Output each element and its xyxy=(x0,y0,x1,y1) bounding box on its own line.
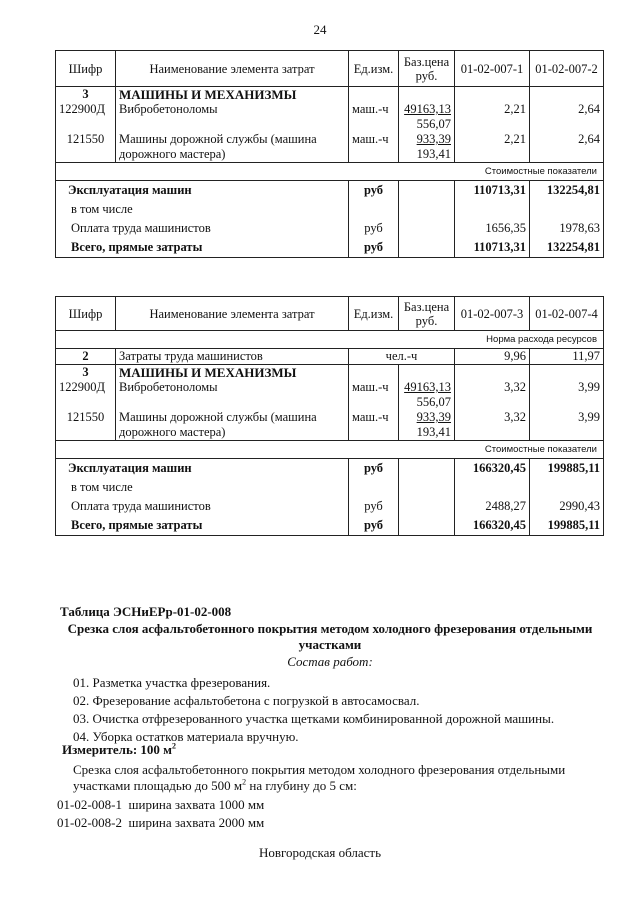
item-price: 933,39 193,41 xyxy=(399,410,455,441)
work-description: Срезка слоя асфальтобетонного покрытия методом холодного фрезерования отдельными участками площадью до 500 $м^2$ на глубину до 5 см: xyxy=(73,762,566,793)
table-title: Таблица ЭСНиЕРр-01-02-008 xyxy=(60,604,232,619)
item-code: 122900Д xyxy=(56,380,116,410)
col-header-base-price: Баз.цена руб. xyxy=(399,51,455,87)
summary-row-including xyxy=(56,478,604,497)
rate-text: ширина захвата 2000 мм xyxy=(128,815,265,830)
summary-label: в том числе xyxy=(56,200,349,219)
summary-row-exploitation xyxy=(56,181,604,201)
summary-value-2: 199885,11 xyxy=(530,516,604,536)
summary-value-1: 2488,27 xyxy=(455,497,530,516)
work-step: 01. Разметка участка фрезерования. xyxy=(73,675,271,690)
summary-unit: руб xyxy=(349,516,399,536)
measure-unit: Измеритель: 100 $м^2$ xyxy=(62,741,177,757)
summary-label: Всего, прямые затраты xyxy=(56,238,349,258)
summary-value-2: 132254,81 xyxy=(530,181,604,201)
item-value-1: 2,21 xyxy=(455,132,530,163)
item-unit: маш.-ч xyxy=(349,132,399,163)
rate-code-line xyxy=(57,815,264,831)
col-header-name: Наименование элемента затрат xyxy=(116,297,349,331)
col-header-code-2: 01-02-007-2 xyxy=(530,51,604,87)
footer-region: Новгородская область xyxy=(258,845,382,860)
page-number: 24 xyxy=(313,22,327,37)
section-number: 3 xyxy=(56,87,116,103)
summary-label: Эксплуатация машин xyxy=(56,181,349,201)
item-code: 121550 xyxy=(56,132,116,163)
item-name: Машины дорожной службы (машина дорожного мастера) xyxy=(116,410,349,441)
summary-row-labor xyxy=(56,497,604,516)
rate-text: ширина захвата 1000 мм xyxy=(128,797,265,812)
summary-unit: руб xyxy=(349,497,399,516)
summary-value-2: 132254,81 xyxy=(530,238,604,258)
work-step: 04. Уборка остатков материала вручную. xyxy=(73,729,299,744)
col-header-unit: Ед.изм. xyxy=(349,51,399,87)
summary-value-2: 1978,63 xyxy=(530,219,604,238)
summary-row-exploitation xyxy=(56,459,604,479)
section-title: МАШИНЫ И МЕХАНИЗМЫ xyxy=(116,365,349,381)
col-header-unit: Ед.изм. xyxy=(349,297,399,331)
summary-unit: руб xyxy=(349,459,399,479)
section-title: МАШИНЫ И МЕХАНИЗМЫ xyxy=(116,87,349,103)
item-code: 121550 xyxy=(56,410,116,441)
work-step: 03. Очистка отфрезерованного участка щетками комбинированной дорожной машины. xyxy=(73,711,555,726)
item-unit: маш.-ч xyxy=(349,380,399,410)
table-row xyxy=(56,410,604,441)
labor-value-1: 9,96 xyxy=(455,349,530,365)
resource-table-2 xyxy=(55,296,604,536)
cost-indicators-header: Стоимостные показатели xyxy=(56,441,604,459)
summary-value-2: 199885,11 xyxy=(530,459,604,479)
col-header-code-1: 01-02-007-1 xyxy=(455,51,530,87)
summary-label: Всего, прямые затраты xyxy=(56,516,349,536)
labor-unit: чел.-ч xyxy=(349,349,455,365)
col-header-code-2: 01-02-007-4 xyxy=(530,297,604,331)
col-header-name: Наименование элемента затрат xyxy=(116,51,349,87)
item-price: 933,39 193,41 xyxy=(399,132,455,163)
table-row xyxy=(56,380,604,410)
summary-unit: руб xyxy=(349,238,399,258)
summary-row-total xyxy=(56,238,604,258)
item-value-2: 3,99 xyxy=(530,380,604,410)
item-unit: маш.-ч xyxy=(349,102,399,132)
item-name: Машины дорожной службы (машина дорожного мастера) xyxy=(116,132,349,163)
summary-row-including xyxy=(56,200,604,219)
summary-label: Оплата труда машинистов xyxy=(56,497,349,516)
summary-value-1: 166320,45 xyxy=(455,459,530,479)
item-value-2: 2,64 xyxy=(530,132,604,163)
col-header-shifr: Шифр xyxy=(56,51,116,87)
rate-code-line xyxy=(57,797,264,813)
item-name: Вибробетоноломы xyxy=(116,102,349,132)
summary-label: Эксплуатация машин xyxy=(56,459,349,479)
table-row xyxy=(56,132,604,163)
summary-row-total xyxy=(56,516,604,536)
work-composition-title: Состав работ: xyxy=(287,654,373,669)
col-header-code-1: 01-02-007-3 xyxy=(455,297,530,331)
section-number: 3 xyxy=(56,365,116,381)
item-value-2: 3,99 xyxy=(530,410,604,441)
summary-value-1: 166320,45 xyxy=(455,516,530,536)
labor-row xyxy=(56,349,604,365)
table-row xyxy=(56,102,604,132)
item-price: 49163,13 556,07 xyxy=(399,102,455,132)
section-row xyxy=(56,87,604,103)
summary-row-labor xyxy=(56,219,604,238)
col-header-base-price: Баз.цена руб. xyxy=(399,297,455,331)
item-value-1: 3,32 xyxy=(455,410,530,441)
resource-table-1 xyxy=(55,50,604,258)
norm-header: Норма расхода ресурсов xyxy=(56,331,604,349)
labor-number: 2 xyxy=(56,349,116,365)
table-header xyxy=(56,51,604,87)
item-value-2: 2,64 xyxy=(530,102,604,132)
col-header-shifr: Шифр xyxy=(56,297,116,331)
work-title: Срезка слоя асфальтобетонного покрытия методом холодного фрезерования отдельными участками xyxy=(67,621,593,652)
cost-indicators-header: Стоимостные показатели xyxy=(56,163,604,181)
summary-value-2: 2990,43 xyxy=(530,497,604,516)
summary-value-1: 1656,35 xyxy=(455,219,530,238)
item-price: 49163,13 556,07 xyxy=(399,380,455,410)
section-row xyxy=(56,365,604,381)
labor-name: Затраты труда машинистов xyxy=(116,349,349,365)
item-name: Вибробетоноломы xyxy=(116,380,349,410)
summary-value-1: 110713,31 xyxy=(455,181,530,201)
summary-unit: руб xyxy=(349,219,399,238)
work-step: 02. Фрезерование асфальтобетона с погрузкой в автосамосвал. xyxy=(73,693,420,708)
item-value-1: 3,32 xyxy=(455,380,530,410)
item-code: 122900Д xyxy=(56,102,116,132)
item-value-1: 2,21 xyxy=(455,102,530,132)
rate-code: 01-02-008-1 xyxy=(57,797,122,812)
summary-unit: руб xyxy=(349,181,399,201)
summary-label: в том числе xyxy=(56,478,349,497)
item-unit: маш.-ч xyxy=(349,410,399,441)
summary-value-1: 110713,31 xyxy=(455,238,530,258)
labor-value-2: 11,97 xyxy=(530,349,604,365)
table-header xyxy=(56,297,604,331)
summary-label: Оплата труда машинистов xyxy=(56,219,349,238)
rate-code: 01-02-008-2 xyxy=(57,815,122,830)
